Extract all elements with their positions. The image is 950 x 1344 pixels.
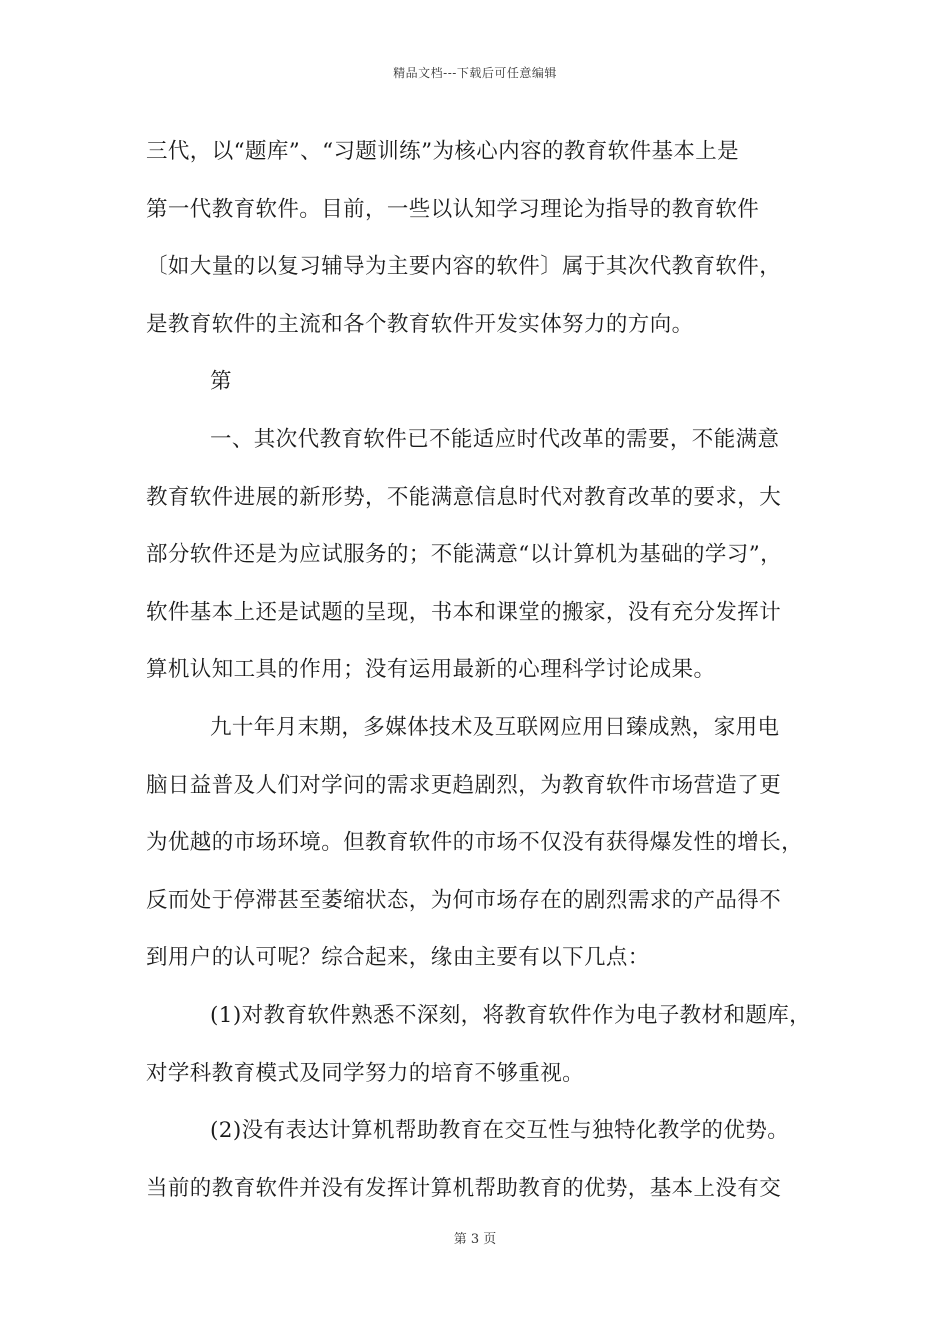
document-body: [146, 132, 826, 1226]
text-line: 软件基本上还是试题的呈现，书本和课堂的搬家，没有充分发挥计: [146, 599, 782, 625]
text-line: 部分软件还是为应试服务的；不能满意“以计算机为基础的学习”，: [146, 542, 782, 568]
text-line: 为优越的市场环境。但教育软件的市场不仅没有获得爆发性的增长，: [146, 830, 804, 856]
paragraph-start-line: 一、其次代教育软件已不能适应时代改革的需要，不能满意: [210, 426, 780, 452]
text-line-fragment: 第: [210, 369, 232, 395]
text-line: 到用户的认可呢？综合起来，缘由主要有以下几点：: [146, 945, 650, 971]
text-line: 第一代教育软件。目前，一些以认知学习理论为指导的教育软件: [146, 196, 760, 222]
text-line: 是教育软件的主流和各个教育软件开发实体努力的方向。: [146, 311, 694, 337]
list-item-2-line: (2)没有表达计算机帮助教育在交互性与独特化教学的优势。: [210, 1118, 790, 1144]
text-line: 三代，以“题库”、“习题训练”为核心内容的教育软件基本上是: [146, 139, 740, 164]
paragraph-start-line: 九十年月末期，多媒体技术及互联网应用日臻成熟，家用电: [210, 714, 780, 740]
text-line: 反而处于停滞甚至萎缩状态，为何市场存在的剧烈需求的产品得不: [146, 887, 782, 913]
page-number: 第 3 页: [453, 1232, 497, 1247]
text-line: 当前的教育软件并没有发挥计算机帮助教育的优势，基本上没有交: [146, 1175, 782, 1201]
text-line: 教育软件进展的新形势，不能满意信息时代对教育改革的要求，大: [146, 484, 782, 510]
text-line: 算机认知工具的作用；没有运用最新的心理科学讨论成果。: [146, 657, 716, 683]
text-line: 〔如大量的以复习辅导为主要内容的软件〕属于其次代教育软件，: [146, 254, 782, 280]
page-header: 精品文档---下载后可任意编辑: [393, 66, 557, 80]
text-line: 脑日益普及人们对学问的需求更趋剧烈，为教育软件市场营造了更: [146, 772, 782, 798]
list-item-1-line: (1)对教育软件熟悉不深刻，将教育软件作为电子教材和题库，: [210, 1002, 812, 1028]
text-line: 对学科教育模式及同学努力的培育不够重视。: [146, 1060, 585, 1086]
